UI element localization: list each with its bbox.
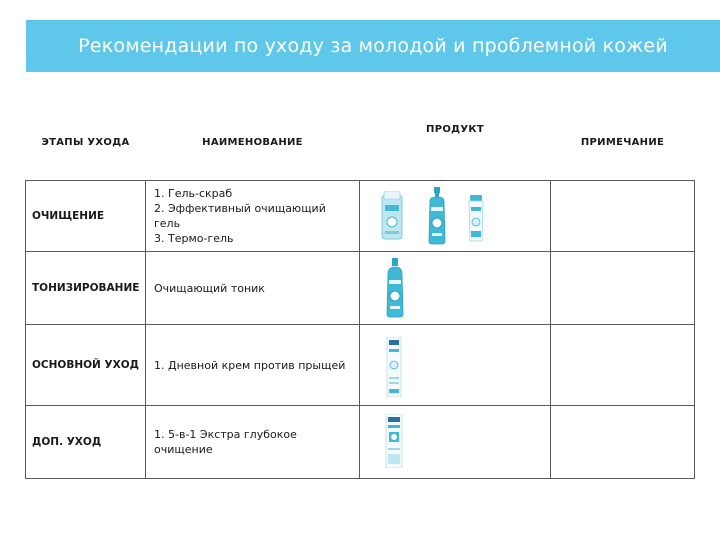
product-name: 1. Гель-скраб [154,187,233,200]
product-name: 1. Дневной крем против прыщей [154,358,346,372]
product-cell [360,406,551,479]
cleansing-gel-bottle-icon [426,187,448,245]
product-cell [360,181,551,252]
stage-cell: ОСНОВНОЙ УХОД [26,325,146,406]
table-header-row [26,104,695,181]
care-table [25,104,695,479]
names-cell [146,325,360,406]
table-row [26,406,695,479]
table-row [26,252,695,325]
product-name: 1. 5-в-1 Экстра глубокое очищение [154,428,297,456]
note-cell [551,181,695,252]
table-row [26,325,695,406]
product-name: Очищающий тоник [154,281,265,295]
header-product: ПРОДУКТ [426,124,484,135]
product-name: 3. Термо-гель [154,232,234,245]
toner-bottle-icon [384,258,406,318]
deep-cleansing-box-icon [385,414,403,468]
title-bar [26,20,720,72]
table-row [26,181,695,252]
stage-cell: ДОП. УХОД [26,406,146,479]
names-cell [146,252,360,325]
stage-cell: ТОНИЗИРОВАНИЕ [26,252,146,325]
header-note: ПРИМЕЧАНИЕ [580,136,665,148]
header-stage: ЭТАПЫ УХОДА [41,136,130,148]
stage-cell: ОЧИЩЕНИЕ [26,181,146,252]
scrub-tube-icon [380,191,404,243]
product-cell [360,252,551,325]
note-cell [551,406,695,479]
day-cream-box-icon [386,337,402,397]
note-cell [551,252,695,325]
names-cell [146,406,360,479]
page-title: Рекомендации по уходу за молодой и проблемной кожей [78,35,668,57]
product-cell [360,325,551,406]
thermo-gel-tube-icon [468,195,484,243]
names-cell [146,181,360,252]
product-name: 2. Эффективный очищающий гель [154,202,326,230]
note-cell [551,325,695,406]
header-name: НАИМЕНОВАНИЕ [202,136,303,148]
